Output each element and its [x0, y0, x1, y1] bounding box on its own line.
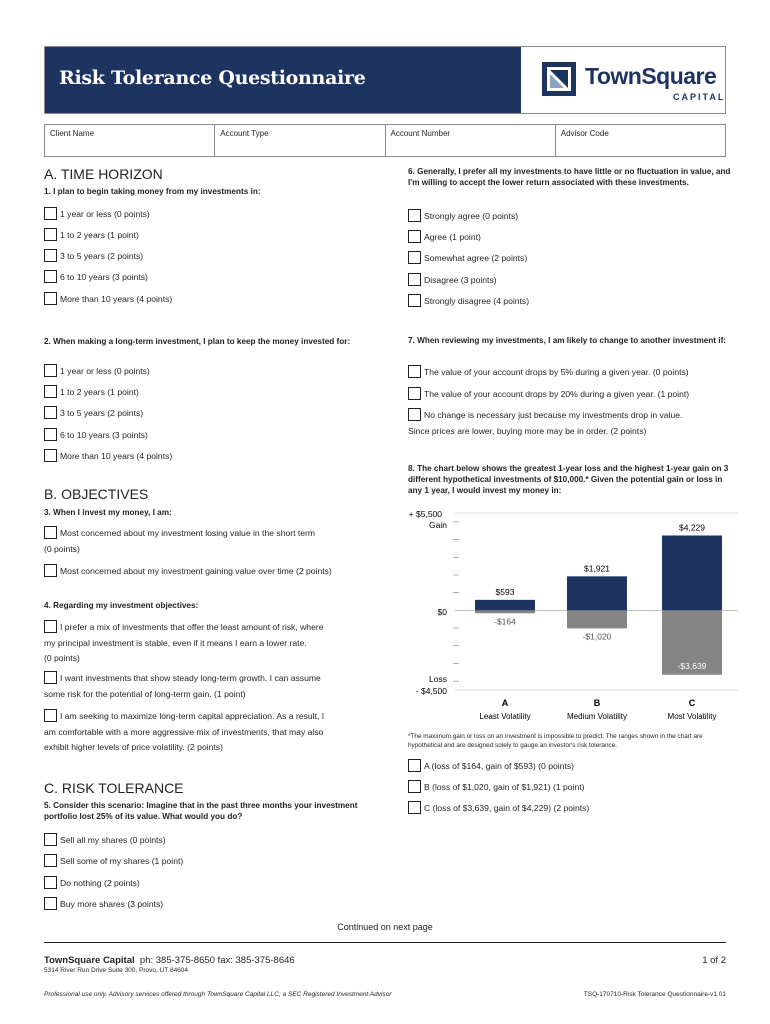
question-5: 5. Consider this scenario: Imagine that in the past three months your investment portfolio lost 25% of its value. What would you do? — [44, 801, 358, 821]
checkbox[interactable] — [44, 620, 57, 633]
category-sublabel-a: Least Volatility — [479, 712, 531, 721]
gain-bar-a — [475, 600, 535, 610]
q5-option[interactable]: Do nothing (2 points) — [44, 876, 140, 889]
q4-option-text: my principal investment is stable, even if it means I earn a lower rate. — [44, 638, 307, 648]
checkbox[interactable] — [44, 428, 57, 441]
checkbox[interactable] — [44, 897, 57, 910]
checkbox[interactable] — [44, 406, 57, 419]
question-6: 6. Generally, I prefer all my investments to have little or no fluctuation in value, and I'm willing to accept the lower return associated with these investments. — [408, 167, 731, 187]
q6-option[interactable]: Agree (1 point) — [408, 230, 481, 243]
loss-label-a: -$164 — [494, 616, 516, 627]
y-top-sub: Gain — [429, 520, 447, 530]
section-time-horizon: A. TIME HORIZON — [44, 166, 163, 182]
chart-svg — [395, 508, 740, 728]
q6-option[interactable]: Strongly agree (0 points) — [408, 209, 518, 222]
checkbox[interactable] — [44, 385, 57, 398]
q4-option-text: am comfortable with a more aggressive mix of investments, that may also — [44, 727, 324, 737]
q7-option[interactable]: The value of your account drops by 5% during a given year. (0 points) — [408, 365, 689, 378]
q2-option[interactable]: 6 to 10 years (3 points) — [44, 428, 148, 441]
category-sublabel-b: Medium Volatility — [566, 712, 628, 721]
q4-option[interactable]: I prefer a mix of investments that offer the least amount of risk, where — [44, 620, 324, 633]
footer-phone-fax: ph: 385-375-8650 fax: 385-375-8646 — [139, 955, 295, 966]
checkbox[interactable] — [408, 387, 421, 400]
q5-option[interactable]: Buy more shares (3 points) — [44, 897, 163, 910]
q1-option[interactable]: 1 to 2 years (1 point) — [44, 228, 139, 241]
q3-option-continued: (0 points) — [44, 544, 80, 554]
q6-option[interactable]: Disagree (3 points) — [408, 273, 497, 286]
continued-note: Continued on next page — [337, 922, 433, 932]
category-label-b: B — [593, 698, 601, 708]
footer-divider — [44, 942, 726, 943]
checkbox[interactable] — [408, 780, 421, 793]
page-number: 1 of 2 — [702, 955, 726, 966]
q4-option[interactable]: I am seeking to maximize long-term capital appreciation. As a result, I — [44, 709, 324, 722]
footer-contact — [44, 955, 295, 966]
footer-address: 5314 River Run Drive Suite 300, Provo, UT 84604 — [44, 967, 189, 974]
section-risk-tolerance: C. RISK TOLERANCE — [44, 780, 184, 796]
q7-option[interactable]: No change is necessary just because my investments drop in value. — [408, 408, 682, 421]
checkbox[interactable] — [44, 564, 57, 577]
q5-option[interactable]: Sell some of my shares (1 point) — [44, 854, 183, 867]
checkbox[interactable] — [44, 449, 57, 462]
checkbox[interactable] — [44, 270, 57, 283]
q4-option-text: some risk for the potential of long-term gain. (1 point) — [44, 689, 246, 699]
gain-label-c: $4,229 — [679, 522, 705, 533]
q6-option[interactable]: Strongly disagree (4 points) — [408, 294, 529, 307]
checkbox[interactable] — [44, 833, 57, 846]
account-type-field[interactable]: Account Type — [215, 125, 385, 156]
townsquare-logo-icon — [541, 61, 577, 97]
checkbox[interactable] — [44, 207, 57, 220]
logo-sub: CAPITAL — [673, 92, 726, 102]
gain-bar-b — [567, 576, 627, 610]
checkbox[interactable] — [408, 801, 421, 814]
q6-option[interactable]: Somewhat agree (2 points) — [408, 251, 527, 264]
logo — [523, 47, 725, 113]
checkbox[interactable] — [408, 365, 421, 378]
y-bottom-sub: - $4,500 — [415, 686, 447, 696]
q2-option[interactable]: 3 to 5 years (2 points) — [44, 406, 143, 419]
checkbox[interactable] — [44, 292, 57, 305]
checkbox[interactable] — [44, 671, 57, 684]
checkbox[interactable] — [408, 408, 421, 421]
q4-option-text: exhibit higher levels of price volatility. (2 points) — [44, 742, 223, 752]
advisor-code-field[interactable]: Advisor Code — [560, 129, 609, 138]
q5-option[interactable]: Sell all my shares (0 points) — [44, 833, 166, 846]
question-8: 8. The chart below shows the greatest 1-year loss and the highest 1-year gain on 3 different hypothetical investments of $10,000.* Given the potential gain or loss in any 1 year, I would invest my money in: — [408, 464, 729, 495]
category-label-c: C — [688, 698, 696, 708]
q4-option[interactable]: I want investments that show steady long-term growth. I can assume — [44, 671, 321, 684]
loss-label-c: -$3,639 — [677, 660, 707, 671]
checkbox[interactable] — [44, 526, 57, 539]
q1-option[interactable]: 6 to 10 years (3 points) — [44, 270, 148, 283]
logo-name: TownSquare — [585, 63, 717, 89]
q4-option-text: (0 points) — [44, 653, 80, 663]
checkbox[interactable] — [408, 759, 421, 772]
category-label-a: A — [501, 698, 509, 708]
page-title: Risk Tolerance Questionnaire — [59, 67, 366, 89]
account-number-field[interactable]: Account Number — [386, 125, 556, 156]
checkbox[interactable] — [44, 364, 57, 377]
q7-option-continued: Since prices are lower, buying more may be in order. (2 points) — [408, 426, 647, 436]
footer-disclaimer: Professional use only. Advisory services offered through TownSquare Capital LLC, a SEC Registered Investment Advisor — [44, 991, 392, 998]
q1-option[interactable]: 1 year or less (0 points) — [44, 207, 150, 220]
y-zero-label: $0 — [437, 607, 447, 617]
checkbox[interactable] — [44, 876, 57, 889]
q2-option[interactable]: 1 to 2 years (1 point) — [44, 385, 139, 398]
q7-option[interactable]: The value of your account drops by 20% during a given year. (1 point) — [408, 387, 689, 400]
question-1: 1. I plan to begin taking money from my investments in: — [44, 187, 261, 196]
checkbox[interactable] — [44, 228, 57, 241]
question-4: 4. Regarding my investment objectives: — [44, 601, 199, 610]
gain-bar-c — [662, 535, 722, 610]
checkbox[interactable] — [408, 294, 421, 307]
gain-label-a: $593 — [495, 586, 515, 597]
checkbox[interactable] — [44, 709, 57, 722]
section-objectives: B. OBJECTIVES — [44, 486, 149, 502]
y-top-label: + $5,500 — [408, 509, 442, 519]
category-sublabel-c: Most Volatility — [667, 712, 717, 721]
q1-option[interactable]: 3 to 5 years (2 points) — [44, 249, 143, 262]
checkbox[interactable] — [44, 854, 57, 867]
document-code: TSQ-170710-Risk Tolerance Questionnaire-v1.01 — [583, 991, 726, 998]
checkbox[interactable] — [44, 249, 57, 262]
q2-option[interactable]: More than 10 years (4 points) — [44, 449, 172, 462]
client-name-field[interactable]: Client Name — [45, 125, 215, 156]
client-fields — [44, 124, 726, 157]
q2-option[interactable]: 1 year or less (0 points) — [44, 364, 150, 377]
q3-option[interactable]: Most concerned about my investment gaining value over time (2 points) — [44, 564, 332, 577]
q8-option[interactable]: B (loss of $1,020, gain of $1,921) (1 point) — [408, 780, 585, 793]
header-band — [45, 47, 521, 113]
loss-label-b: -$1,020 — [582, 631, 612, 642]
question-7: 7. When reviewing my investments, I am likely to change to another investment if: — [408, 336, 727, 345]
gain-label-b: $1,921 — [584, 563, 610, 574]
volatility-chart — [395, 508, 740, 728]
question-3: 3. When I invest my money, I am: — [44, 508, 172, 517]
question-2: 2. When making a long-term investment, I plan to keep the money invested for: — [44, 337, 351, 346]
checkbox[interactable] — [408, 230, 421, 243]
loss-bar-a — [475, 610, 535, 613]
loss-bar-b — [567, 610, 627, 628]
footer-brand: TownSquare Capital — [44, 955, 135, 966]
checkbox[interactable] — [408, 209, 421, 222]
checkbox[interactable] — [408, 273, 421, 286]
y-bottom-label: Loss — [429, 674, 447, 684]
q1-option[interactable]: More than 10 years (4 points) — [44, 292, 172, 305]
checkbox[interactable] — [408, 251, 421, 264]
chart-footnote: *The maximum gain or loss on an investment is impossible to predict. The ranges shown in the chart are hypothetical and are designed solely to gauge an investor's risk tolerance. — [408, 733, 703, 749]
q8-option[interactable]: A (loss of $164, gain of $593) (0 points) — [408, 759, 574, 772]
header — [44, 46, 726, 114]
q3-option[interactable]: Most concerned about my investment losing value in the short term — [44, 526, 315, 539]
q8-option[interactable]: C (loss of $3,639, gain of $4,229) (2 points) — [408, 801, 589, 814]
